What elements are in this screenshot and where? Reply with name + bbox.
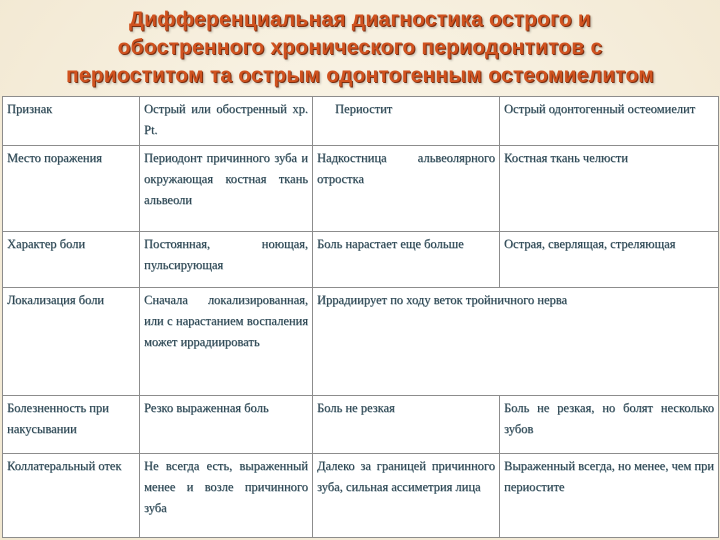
table-cell: Боль не резкая <box>313 396 500 454</box>
header-cell-osteomyelitis: Острый одонтогенный остеомиелит <box>500 97 719 146</box>
table-cell: Выраженный всегда, но менее, чем при периостите <box>500 454 719 538</box>
table-cell: Характер боли <box>3 232 140 288</box>
title-line-3: периоститом та острым одонтогенным остеомиелитом <box>65 64 655 87</box>
page-title <box>0 6 720 90</box>
title-line-2: обостренного хронического периодонтитов с <box>117 36 603 59</box>
table-cell-merged: Иррадиирует по ходу веток тройничного нерва <box>313 288 719 396</box>
table-cell: Резко выраженная боль <box>140 396 313 454</box>
table-cell: Локализация боли <box>3 288 140 396</box>
table-row <box>3 396 719 454</box>
table-cell: Постоянная, ноющая, пульсирующая <box>140 232 313 288</box>
diagnosis-table <box>2 96 719 538</box>
header-cell-feature: Признак <box>3 97 140 146</box>
table-cell: Не всегда есть, выраженный менее и возле причинного зуба <box>140 454 313 538</box>
table-row <box>3 146 719 232</box>
header-cell-periodontitis: Острый или обостренный хр. Pt. <box>140 97 313 146</box>
title-line-1: Дифференциальная диагностика острого и <box>128 8 592 31</box>
table-row <box>3 454 719 538</box>
table-cell: Далеко за границей причинного зуба, сильная ассиметрия лица <box>313 454 500 538</box>
table-cell: Место поражения <box>3 146 140 232</box>
table-cell: Костная ткань челюсти <box>500 146 719 232</box>
table-cell: Сначала локализированная, или с нарастанием воспаления может иррадиировать <box>140 288 313 396</box>
table-cell: Боль не резкая, но болят несколько зубов <box>500 396 719 454</box>
table-header-row <box>3 97 719 146</box>
table-cell: Периодонт причинного зуба и окружающая костная ткань альвеоли <box>140 146 313 232</box>
header-cell-periostitis: Периостит <box>313 97 500 146</box>
table-cell: Надкостница альвеолярного отростка <box>313 146 500 232</box>
table-cell: Острая, сверлящая, стреляющая <box>500 232 719 288</box>
table-row <box>3 232 719 288</box>
table-cell: Боль нарастает еще больше <box>313 232 500 288</box>
table-row <box>3 288 719 396</box>
table-cell: Болезненность при накусывании <box>3 396 140 454</box>
table-cell: Коллатеральный отек <box>3 454 140 538</box>
